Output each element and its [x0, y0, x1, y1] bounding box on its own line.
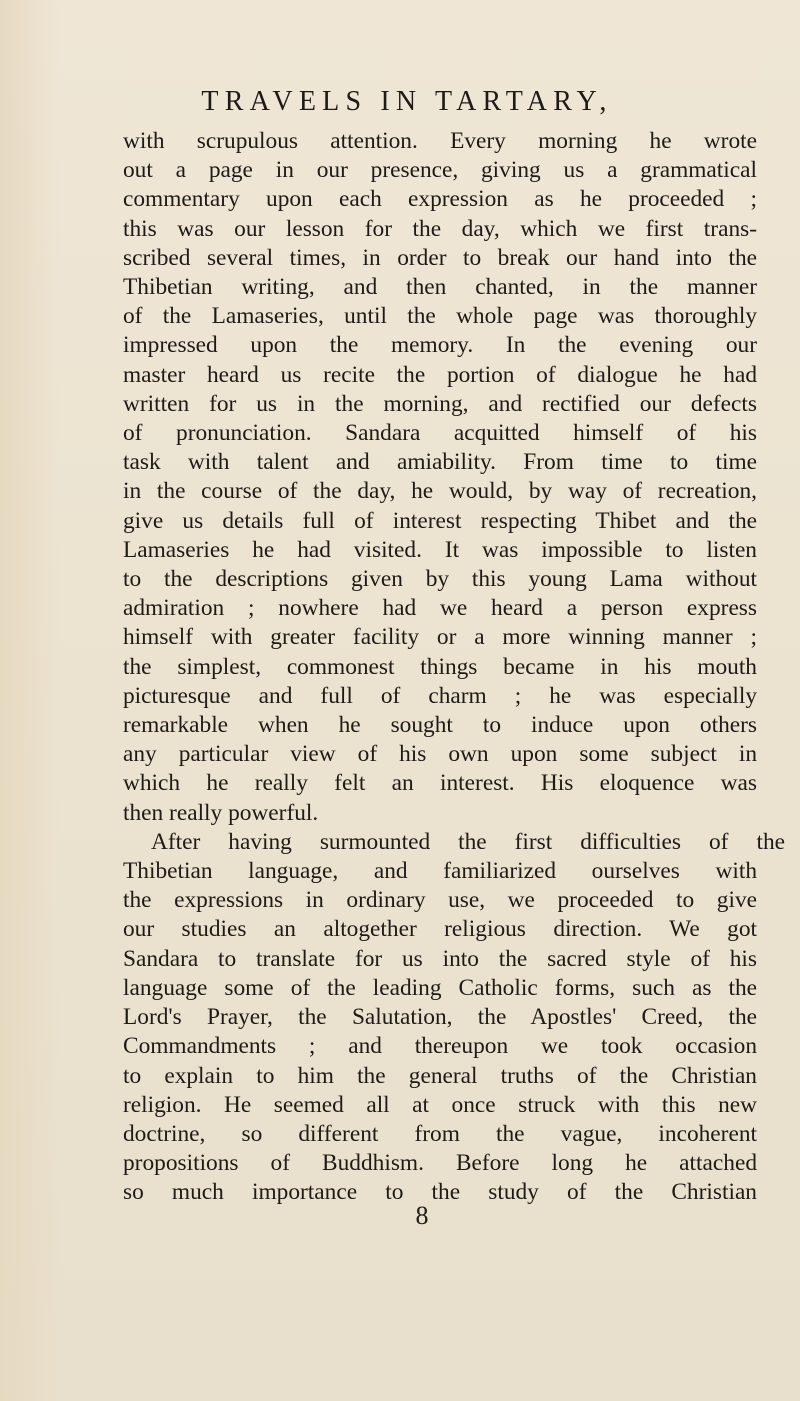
text-line: Lord's Prayer, the Salutation, the Apostles' Creed, the [123, 1004, 757, 1031]
text-line: so much importance to the study of the Christian [123, 1179, 757, 1206]
text-line: master heard us recite the portion of dialogue he had [123, 361, 757, 388]
text-line: religion. He seemed all at once struck with this new [123, 1091, 757, 1118]
text-line: remarkable when he sought to induce upon others [123, 712, 757, 739]
text-line: Thibetian language, and familiarized ourselves with [123, 858, 757, 885]
page-shadow-edge [0, 0, 60, 1401]
running-head: TRAVELS IN TARTARY, [201, 86, 613, 117]
text-line: picturesque and full of charm ; he was especially [123, 682, 757, 709]
text-line: propositions of Buddhism. Before long he attached [123, 1150, 757, 1177]
text-line: our studies an altogether religious direction. We got [123, 916, 757, 943]
text-line: give us details full of interest respecting Thibet and the [123, 507, 757, 534]
text-line: with scrupulous attention. Every morning he wrote [123, 128, 757, 154]
text-line: task with talent and amiability. From time to time [123, 449, 757, 476]
body-text [123, 127, 785, 1208]
text-line: Lamaseries he had visited. It was impossible to listen [123, 536, 757, 563]
text-line: written for us in the morning, and rectified our defects [123, 390, 757, 417]
page-number: 8 [415, 1201, 429, 1230]
text-line: of pronunciation. Sandara acquitted himself of his [123, 420, 757, 447]
text-line: admiration ; nowhere had we heard a person express [123, 595, 757, 622]
text-line: scribed several times, in order to break our hand into the [123, 244, 757, 271]
text-line: this was our lesson for the day, which we first trans- [123, 215, 757, 242]
text-line: commentary upon each expression as he proceeded ; [123, 186, 757, 213]
text-line: impressed upon the memory. In the evening our [123, 332, 757, 359]
text-line: Commandments ; and thereupon we took occasion [123, 1033, 757, 1060]
text-line: language some of the leading Catholic forms, such as the [123, 974, 757, 1001]
text-line: himself with greater facility or a more winning manner ; [123, 624, 757, 651]
text-line: the expressions in ordinary use, we proceeded to give [123, 887, 757, 914]
text-line: of the Lamaseries, until the whole page was thoroughly [123, 303, 757, 330]
text-line: which he really felt an interest. His eloquence was [123, 770, 757, 797]
text-line: Sandara to translate for us into the sacred style of his [123, 945, 757, 972]
text-line: the simplest, commonest things became in his mouth [123, 653, 757, 680]
text-line: Thibetian writing, and then chanted, in the manner [123, 274, 757, 301]
text-line: to the descriptions given by this young Lama without [123, 566, 757, 593]
text-line: out a page in our presence, giving us a grammatical [123, 157, 757, 184]
text-line: to explain to him the general truths of the Christian [123, 1062, 757, 1089]
text-line: any particular view of his own upon some subject in [123, 741, 757, 768]
text-line: in the course of the day, he would, by way of recreation, [123, 478, 757, 505]
text-line: doctrine, so different from the vague, incoherent [123, 1120, 757, 1147]
paragraph-start-line: After having surmounted the first difficulties of the [151, 828, 785, 855]
text-line: then really powerful. [123, 799, 319, 826]
